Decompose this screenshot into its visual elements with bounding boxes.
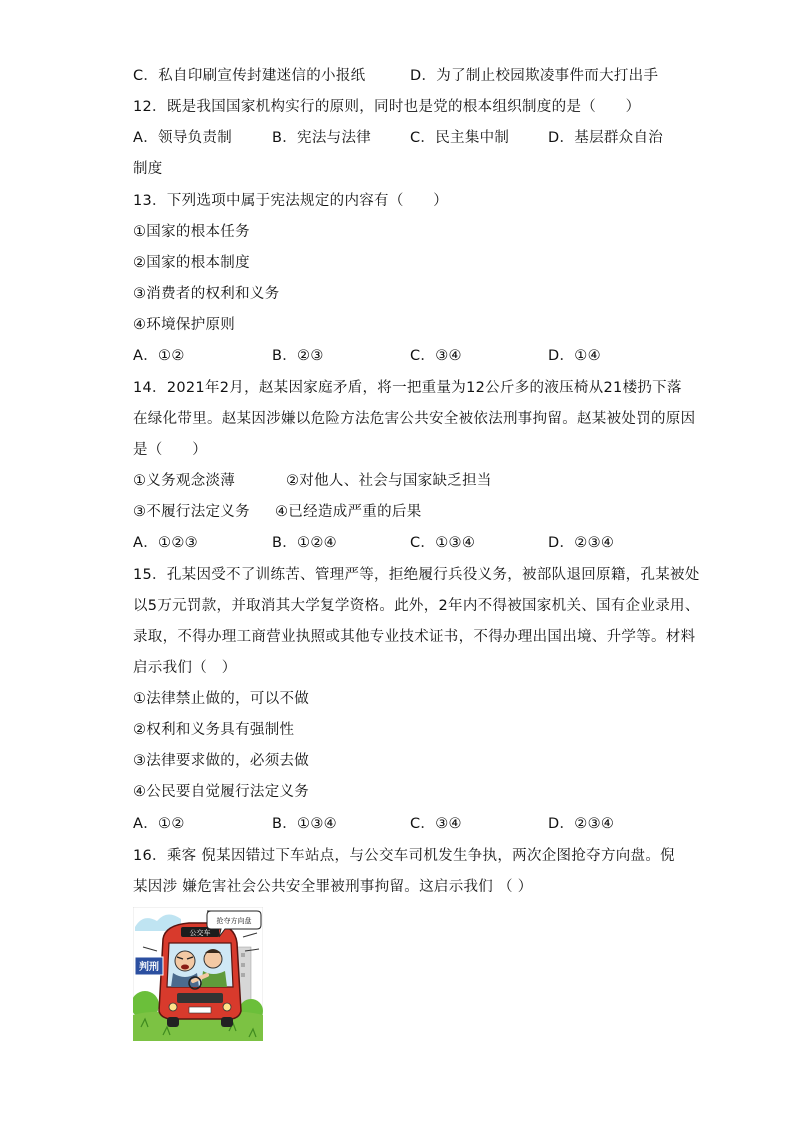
- q14-option-d: D．②③④: [548, 535, 615, 551]
- q12-options: [133, 128, 693, 148]
- q15-item-4: ④公民要自觉履行法定义务: [133, 784, 310, 800]
- speech-bubble-text: 抢夺方向盘: [216, 917, 252, 925]
- q12-option-d: D．基层群众自治: [548, 130, 664, 146]
- q15-stem-line-3: 录取，不得办理工商营业执照或其他专业技术证书，不得办理出国出境、升学等。材料: [133, 629, 696, 645]
- q14-stem-line-2: 在绿化带里。赵某因涉嫌以危险方法危害公共安全被依法刑事拘留。赵某被处罚的原因: [133, 411, 696, 427]
- q15-stem-line-1: 15．孔某因受不了训练苦、管理严等，拒绝履行兵役义务，被部队退回原籍，孔某被处: [133, 567, 700, 583]
- q14-option-c: C．①③④: [410, 535, 476, 551]
- bus-cartoon-icon: [133, 907, 263, 1041]
- q15-option-a: A．①②: [133, 816, 185, 832]
- q15-option-d: D．②③④: [548, 816, 615, 832]
- q16-stem-line-1: 16．乘客 倪某因错过下车站点，与公交车司机发生争执，两次企图抢夺方向盘。倪: [133, 848, 675, 864]
- q11-option-d: D．为了制止校园欺凌事件而大打出手: [410, 68, 659, 84]
- q15-stem-line-2: 以5万元罚款，并取消其大学复学资格。此外，2年内不得被国家机关、国有企业录用、: [133, 598, 700, 614]
- sentence-label: 判刑: [139, 962, 159, 973]
- q13-stem: 13．下列选项中属于宪法规定的内容有（ ）: [133, 193, 449, 209]
- q13-item-3: ③消费者的权利和义务: [133, 286, 280, 302]
- bus-cartoon-illustration: [133, 907, 263, 1041]
- q12-option-c: C．民主集中制: [410, 130, 510, 146]
- q14-options: [133, 533, 693, 553]
- q15-option-c: C．③④: [410, 816, 462, 832]
- q11-options-cd: [133, 66, 693, 86]
- q14-item-2: ②对他人、社会与国家缺乏担当: [286, 473, 492, 489]
- q14-item-1: ①义务观念淡薄: [133, 473, 236, 489]
- q14-items-row-2: [133, 502, 693, 522]
- q14-item-3: ③不履行法定义务: [133, 504, 250, 520]
- q12-option-b: B．宪法与法律: [272, 130, 372, 146]
- q12-stem: 12．既是我国国家机构实行的原则，同时也是党的根本组织制度的是（ ）: [133, 99, 641, 115]
- q12-option-d-continued: 制度: [133, 161, 163, 177]
- q13-option-a: A．①②: [133, 348, 185, 364]
- q13-options: [133, 346, 693, 366]
- q15-item-3: ③法律要求做的，必须去做: [133, 753, 310, 769]
- q13-item-1: ①国家的根本任务: [133, 224, 250, 240]
- q16-stem-line-2: 某因涉 嫌危害社会公共安全罪被刑事拘留。这启示我们 （ ）: [133, 879, 533, 895]
- bus-sign-label: 公交车: [189, 929, 211, 937]
- q14-option-b: B．①②④: [272, 535, 337, 551]
- q11-option-c: C．私自印刷宣传封建迷信的小报纸: [133, 68, 366, 84]
- q13-item-4: ④环境保护原则: [133, 317, 236, 333]
- q13-item-2: ②国家的根本制度: [133, 255, 250, 271]
- q14-item-4: ④已经造成严重的后果: [275, 504, 422, 520]
- q14-items-row-1: [133, 471, 693, 491]
- q15-item-1: ①法律禁止做的，可以不做: [133, 691, 310, 707]
- q15-options: [133, 814, 693, 834]
- q15-item-2: ②权利和义务具有强制性: [133, 722, 295, 738]
- q14-stem-line-3: 是（ ）: [133, 442, 207, 458]
- q13-option-c: C．③④: [410, 348, 462, 364]
- q13-option-d: D．①④: [548, 348, 601, 364]
- q14-option-a: A．①②③: [133, 535, 198, 551]
- q12-option-a: A．领导负责制: [133, 130, 233, 146]
- q14-stem-line-1: 14．2021年2月，赵某因家庭矛盾，将一把重量为12公斤多的液压椅从21楼扔下落: [133, 380, 682, 396]
- q15-stem-line-4: 启示我们（ ）: [133, 660, 237, 676]
- q13-option-b: B．②③: [272, 348, 324, 364]
- q15-option-b: B．①③④: [272, 816, 337, 832]
